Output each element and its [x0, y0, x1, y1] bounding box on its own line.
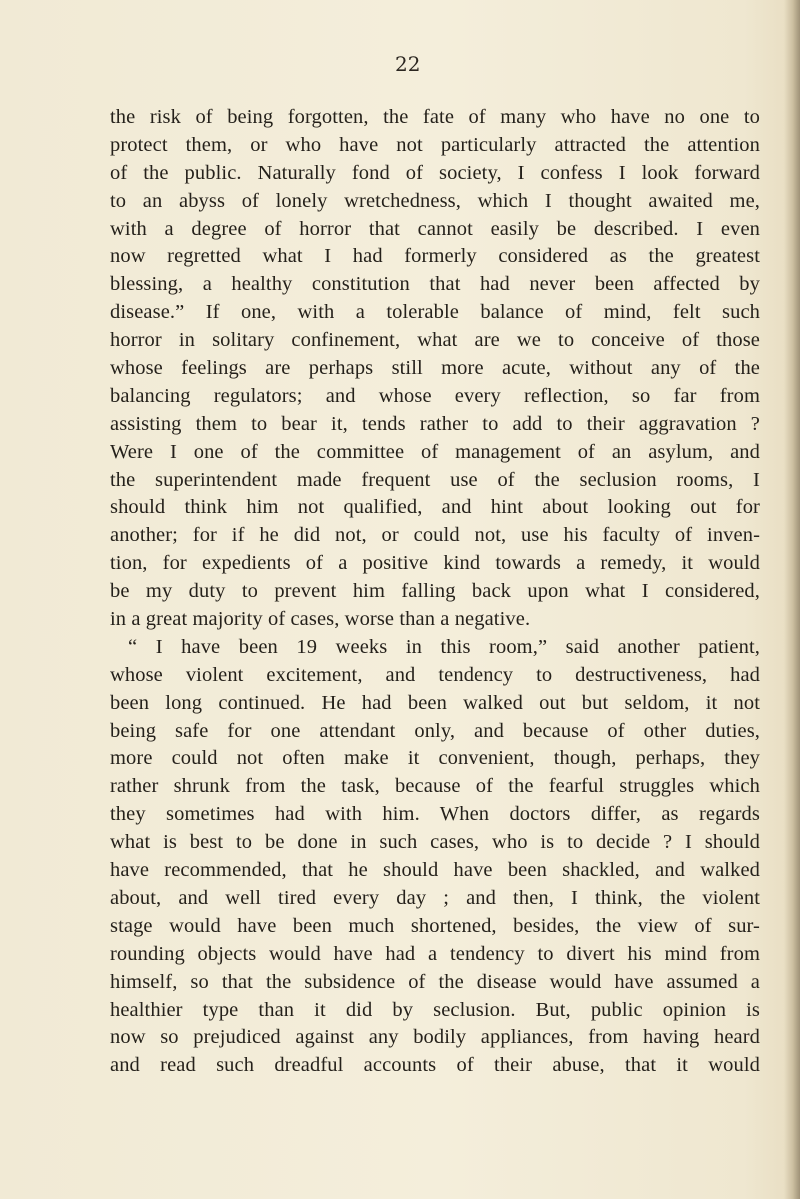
text-line: have recommended, that he should have been shackled, and walked — [110, 859, 760, 882]
text-line: protect them, or who have not particularly attracted the attention — [110, 133, 760, 156]
text-line: about, and well tired every day ; and then, I think, the violent — [110, 886, 760, 909]
text-line: rather shrunk from the task, because of the fearful struggles which — [110, 775, 760, 798]
text-line: being safe for one attendant only, and because of other duties, — [110, 719, 760, 742]
text-line: whose feelings are perhaps still more acute, without any of the — [110, 357, 760, 380]
text-line: of the public. Naturally fond of society, I confess I look forward — [110, 161, 760, 184]
text-line: disease.” If one, with a tolerable balance of mind, felt such — [110, 301, 760, 324]
text-line: balancing regulators; and whose every reflection, so far from — [110, 384, 760, 407]
text-line: blessing, a healthy constitution that had never been affected by — [110, 273, 760, 296]
text-line: rounding objects would have had a tendency to divert his mind from — [110, 942, 760, 965]
text-line: been long continued. He had been walked out but seldom, it not — [110, 691, 760, 714]
page-edge-shadow — [784, 0, 800, 1199]
text-line: what is best to be done in such cases, who is to decide ? I should — [110, 831, 760, 854]
text-line: should think him not qualified, and hint about looking out for — [110, 496, 760, 519]
text-line: with a degree of horror that cannot easily be described. I even — [110, 217, 760, 240]
text-line: they sometimes had with him. When doctors differ, as regards — [110, 803, 760, 826]
text-line: and read such dreadful accounts of their abuse, that it would — [110, 1054, 760, 1077]
text-line: stage would have been much shortened, besides, the view of sur- — [110, 914, 760, 937]
text-line: horror in solitary confinement, what are we to conceive of those — [110, 329, 760, 352]
text-line: tion, for expedients of a positive kind towards a remedy, it would — [110, 552, 760, 575]
text-line: himself, so that the subsidence of the disease would have assumed a — [110, 970, 760, 993]
text-line: another; for if he did not, or could not, use his faculty of inven- — [110, 524, 760, 547]
paragraph-start-line: “ I have been 19 weeks in this room,” said another patient, — [128, 635, 760, 658]
text-line: now regretted what I had formerly considered as the greatest — [110, 245, 760, 268]
text-line: now so prejudiced against any bodily appliances, from having heard — [110, 1026, 760, 1049]
page-number: 22 — [395, 52, 421, 76]
text-line: assisting them to bear it, tends rather to add to their aggravation ? — [110, 412, 760, 435]
body-text — [110, 104, 760, 1080]
text-line: whose violent excitement, and tendency to destructiveness, had — [110, 663, 760, 686]
paragraph-end-line: in a great majority of cases, worse than a negative. — [110, 608, 531, 631]
text-line: be my duty to prevent him falling back upon what I considered, — [110, 580, 760, 603]
text-line: more could not often make it convenient, though, perhaps, they — [110, 747, 760, 770]
text-line: Were I one of the committee of management of an asylum, and — [110, 440, 760, 463]
text-line: the risk of being forgotten, the fate of many who have no one to — [110, 106, 760, 128]
text-line: the superintendent made frequent use of the seclusion rooms, I — [110, 468, 760, 491]
text-line: healthier type than it did by seclusion. But, public opinion is — [110, 998, 760, 1021]
text-line: to an abyss of lonely wretchedness, which I thought awaited me, — [110, 189, 760, 212]
